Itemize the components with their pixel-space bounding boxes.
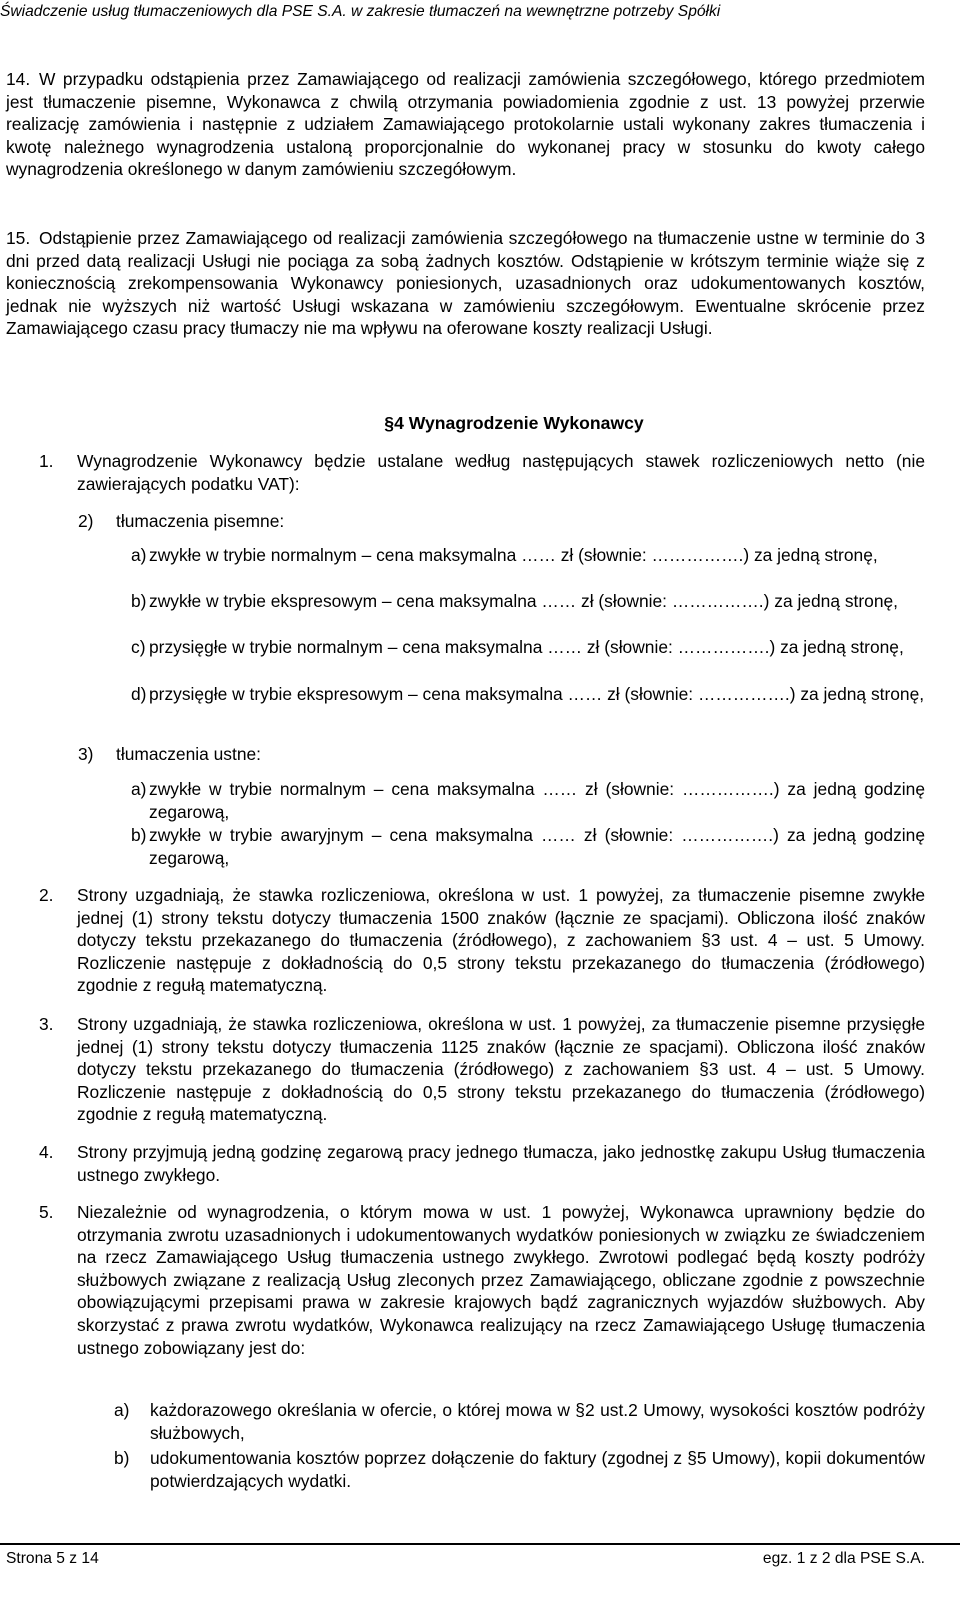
footer-divider — [0, 1543, 960, 1545]
written-rate-a: a) zwykłe w trybie normalnym – cena maksymalna …… zł (słownie: …………….) za jedną stronę, — [131, 545, 878, 565]
written-rate-c: c) przysięgłe w trybie normalnym – cena maksymalna …… zł (słownie: …………….) za jedną stronę, — [131, 637, 904, 657]
oral-rate-a: a) zwykłe w trybie normalnym – cena maksymalna …… zł (słownie: …………….) za jedną godzinę zegarową, — [131, 779, 925, 822]
document-header: Świadczenie usług tłumaczeniowych dla PSE S.A. w zakresie tłumaczeń na wewnętrzne potrzeby Spółki — [0, 3, 721, 20]
paragraph-number: 14. — [6, 69, 31, 89]
paragraph-14 — [6, 68, 925, 181]
item-5-obligation-a: a) każdorazowego określania w ofercie, o której mowa w §2 ust.2 Umowy, wysokości kosztów podróży służbowych, — [114, 1400, 925, 1443]
paragraph-text: W przypadku odstąpienia przez Zamawiającego od realizacji zamówienia szczegółowego, którego przedmiotem jest tłumaczenie pisemne, Wykonawca z chwilą otrzymania powiadomienia zgodnie z ust. 13 powyżej przerwie realizację zamówienia i następnie z udziałem Zamawiającego protokolarnie ustali wykonany zakres tłumaczenia i kwotę należnego wynagrodzenia ustaloną proporcjonalnie do wykonanej pracy w stosunku do kwoty całego wynagrodzenia określonego w danym zamówieniu szczegółowym. — [6, 69, 925, 180]
paragraph-15 — [6, 227, 925, 340]
section4-item-4: 4. Strony przyjmują jedną godzinę zegarową pracy jednego tłumacza, jako jednostkę zakupu Usług tłumaczenia ustnego zwykłego. — [39, 1142, 925, 1185]
paragraph-number: 15. — [6, 228, 31, 248]
written-rate-d: d) przysięgłe w trybie ekspresowym – cena maksymalna …… zł (słownie: …………….) za jedną stronę, — [131, 684, 925, 704]
section4-item-1 — [39, 450, 925, 495]
oral-translations-heading: 3) tłumaczenia ustne: — [78, 744, 262, 764]
paragraph-text: Odstąpienie przez Zamawiającego od realizacji zamówienia szczegółowego na tłumaczenie ustne w terminie do 3 dni przed datą realizacji Usługi nie pociąga za sobą żadnych kosztów. Odstąpienie w krótszym terminie wiąże się z koniecznością zrekompensowania Wykonawcy poniesionych, uzasadnionych oraz udokumentowanych kosztów, jednak nie wyższych niż wartość Usługi wskazana w zamówieniu szczegółowym. Ewentualne skrócenie przez Zamawiającego czasu pracy tłumaczy nie ma wpływu na oferowane koszty realizacji Usługi. — [6, 228, 925, 339]
item-text: Wynagrodzenie Wykonawcy będzie ustalane według następujących stawek rozliczeniowych netto (nie zawierających podatku VAT): — [77, 451, 925, 494]
written-rate-b: b) zwykłe w trybie ekspresowym – cena maksymalna …… zł (słownie: …………….) za jedną stronę, — [131, 591, 898, 611]
section4-item-5: 5. Niezależnie od wynagrodzenia, o którym mowa w ust. 1 powyżej, Wykonawca uprawniony będzie do otrzymania zwrotu uzasadnionych i udokumentowanych wydatków poniesionych w związku ze świadczeniem na rzecz Zamawiającego Usług tłumaczenia ustnego zwykłego. Zwrotowi podlegać będą koszty podróży służbowych związane z realizacją Usług zleconych przez Zamawiającego, obliczane zgodnie z powszechnie obowiązującymi przepisami prawa w zakresie krajowych bądź zagranicznych wyjazdów służbowych. Aby skorzystać z prawa zwrotu wydatków, Wykonawca realizujący na rzecz Zamawiającego Usługę tłumaczenia ustnego zobowiązany jest do: — [39, 1202, 925, 1358]
section4-item-2: 2. Strony uzgadniają, że stawka rozliczeniowa, określona w ust. 1 powyżej, za tłumaczenie pisemne zwykłe jednej (1) strony tekstu dotyczy tłumaczenia 1500 znaków (łącznie ze spacjami). Obliczona ilość znaków dotyczy tekstu przekazanego do tłumaczenia (źródłowego), z zachowaniem §3 ust. 4 – ust. 5 Umowy. Rozliczenie następuje z dokładnością do 0,5 strony tekstu przekazanego do tłumaczenia (źródłowego) zgodnie z regułą matematyczną. — [39, 885, 925, 996]
copy-label: egz. 1 z 2 dla PSE S.A. — [762, 1550, 925, 1567]
item-5-obligation-b: b) udokumentowania kosztów poprzez dołączenie do faktury (zgodnej z §5 Umowy), kopii dokumentów potwierdzających wydatki. — [114, 1448, 925, 1491]
oral-rate-b: b) zwykłe w trybie awaryjnym – cena maksymalna …… zł (słownie: …………….) za jedną godzinę zegarową, — [131, 825, 925, 868]
section-title: §4 Wynagrodzenie Wykonawcy — [384, 413, 644, 433]
page-number: Strona 5 z 14 — [6, 1550, 99, 1567]
item-number: 1. — [39, 451, 54, 471]
section4-item-3: 3. Strony uzgadniają, że stawka rozliczeniowa, określona w ust. 1 powyżej, za tłumaczenie pisemne przysięgłe jednej (1) strony tekstu dotyczy tłumaczenia 1125 znaków (łącznie ze spacjami). Obliczona ilość znaków dotyczy tekstu przekazanego do tłumaczenia (źródłowego) z zachowaniem §3 ust. 4 – ust. 5 Umowy. Rozliczenie następuje z dokładnością do 0,5 strony tekstu przekazanego do tłumaczenia (źródłowego) zgodnie z regułą matematyczną. — [39, 1014, 925, 1125]
written-translations-heading: 2) tłumaczenia pisemne: — [78, 511, 285, 531]
